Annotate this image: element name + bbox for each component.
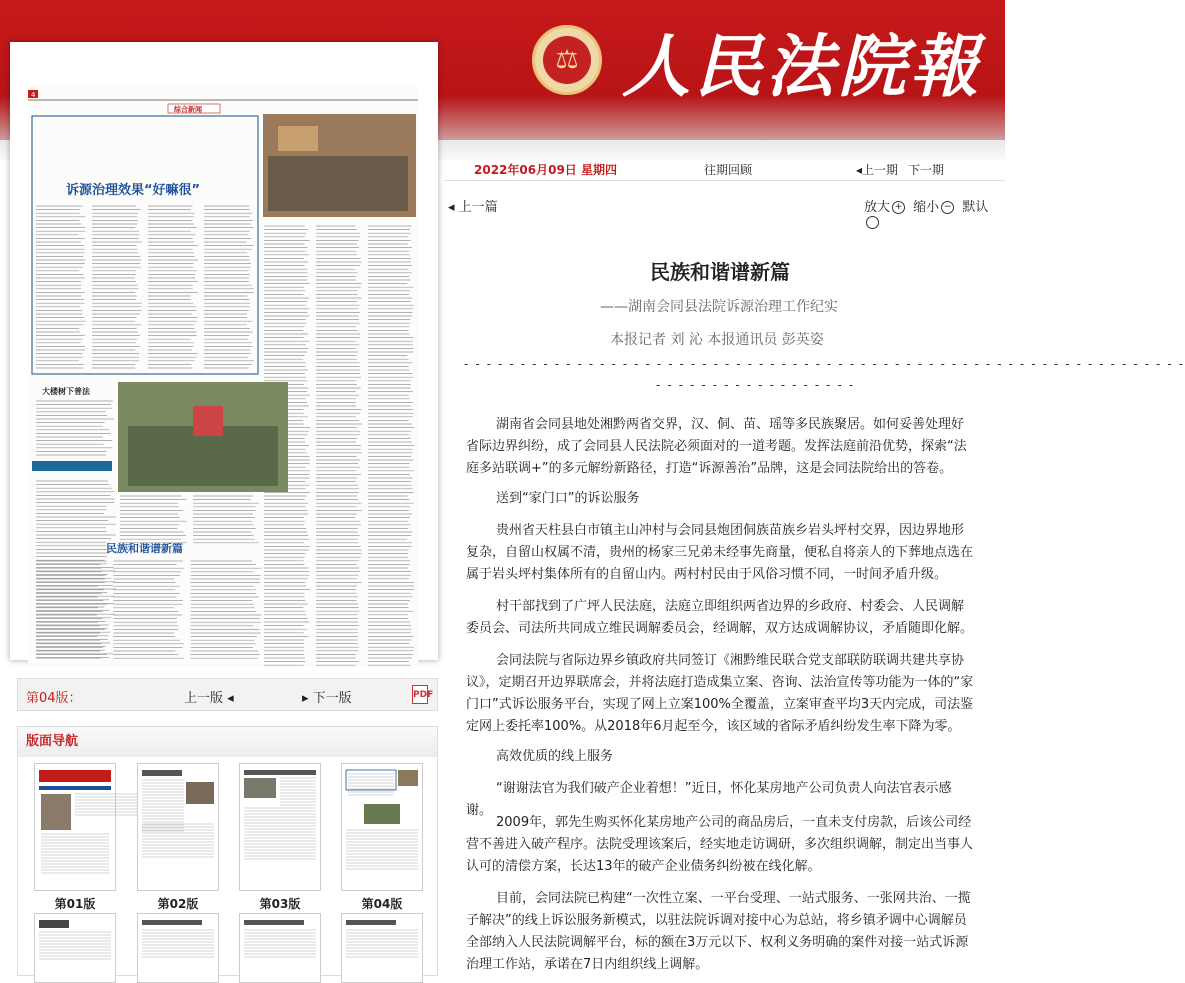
- article-paragraph: 贵州省天柱县白市镇主山冲村与会同县炮团侗族苗族乡岩头坪村交界，因边界地形复杂，自留山权属不清，贵州的杨家三兄弟未经事先商量，便私自将亲人的下葬地点选在属于岩头坪村集体所有的自留山内。两村村民由于风俗习惯不同，一时间矛盾升级。: [466, 523, 974, 582]
- next-page-link[interactable]: ▸ 下一版: [302, 691, 352, 706]
- page-thumbnail-label[interactable]: 第03版: [259, 897, 301, 911]
- reset-circle-icon: [866, 216, 879, 229]
- page-thumbnail-07[interactable]: [239, 913, 321, 983]
- page-thumbnail-04[interactable]: [341, 763, 423, 891]
- page-thumbnail-label[interactable]: 第01版: [54, 897, 96, 911]
- next-issue-link[interactable]: 下一期: [908, 163, 945, 177]
- article-paragraph: 村干部找到了广坪人民法庭，法庭立即组织两省边界的乡政府、村委会、人民调解委员会、司法所共同成立维民调解委员会，经调解，双方达成调解协议，矛盾随即化解。: [466, 599, 974, 636]
- page-thumbnail-02[interactable]: [137, 763, 219, 891]
- zoom-default-button[interactable]: 默认: [864, 200, 988, 230]
- issue-date: 2022年06月09日 星期四: [474, 163, 617, 177]
- newspaper-page-image: [28, 86, 418, 664]
- page-thumbnail-03[interactable]: [239, 763, 321, 891]
- dashed-divider: - - - - - - - - - - - - - - - - - -: [656, 378, 855, 392]
- article-paragraph: 目前，会同法院已构建“一次性立案、一平台受理、一站式服务、一张网共治、一揽子解决”的线上诉讼服务新模式，以驻法院诉调对接中心为总站，将乡镇矛调中心调解员全部纳入人民法院调解平台，标的额在3万元以下、权利义务明确的案件对接一站式诉源治理工作站，承诺在7日内组织线上调解。: [466, 891, 971, 972]
- court-emblem-icon: ⚖: [532, 25, 602, 95]
- zoom-controls: [864, 196, 1005, 230]
- prev-page-link[interactable]: 上一版 ◂: [184, 691, 234, 706]
- article-paragraph: “谢谢法官为我们破产企业着想！”近日，怀化某房地产公司负责人向法官表示感谢。: [466, 781, 952, 818]
- article-paragraph: 2009年，郭先生购买怀化某房地产公司的商品房后，一直未支付房款，后该公司经营不善进入破产程序。法院受理该案后，经实地走访调研，多次组织调解，制定出当事人认可的清偿方案，长达13年的破产企业债务纠纷被在线化解。: [466, 815, 974, 874]
- left-arrow-icon: ◂: [227, 691, 234, 706]
- plus-icon: +: [892, 201, 905, 214]
- zoom-out-button[interactable]: 缩小 −: [913, 200, 958, 215]
- newspaper-page-preview[interactable]: [10, 42, 438, 660]
- page-thumbnail-05[interactable]: [34, 913, 116, 983]
- article-paragraph: 会同法院与省际边界乡镇政府共同签订《湘黔维民联合党支部联防联调共建共享协议》，定期召开边界联席会，并将法庭打造成集立案、咨询、法治宣传等功能为一体的“家门口”式诉讼服务平台，实现了网上立案100%全覆盖，立案审查平均3天内完成，司法鉴定网上委托率100%。从2018年6月起至今，该区域的省际矛盾纠纷发生率下降为零。: [466, 653, 974, 734]
- page-thumbnail-08[interactable]: [341, 913, 423, 983]
- page-number: 4: [31, 91, 36, 99]
- prev-article-link[interactable]: ◂ 上一篇: [448, 200, 498, 215]
- article-subtitle: ——湖南会同县法院诉源治理工作纪实: [600, 299, 838, 315]
- page-switcher: [17, 678, 438, 711]
- subhead: 大楼树下普法: [42, 387, 90, 396]
- minus-icon: −: [941, 201, 954, 214]
- article-byline: 本报记者 刘 沁 本报通讯员 彭英姿: [610, 332, 824, 348]
- left-arrow-icon: ◂: [856, 163, 863, 177]
- page-thumbnail-label[interactable]: 第04版: [361, 897, 403, 911]
- prev-issue-link[interactable]: ◂上一期: [856, 163, 899, 177]
- page-thumbnail-01[interactable]: [34, 763, 116, 891]
- article-paragraph: 湖南省会同县地处湘黔两省交界，汉、侗、苗、瑶等多民族聚居。如何妥善处理好省际边界纠纷，成了会同县人民法院必须面对的一道考题。发挥法庭前沿优势，探索“法庭多站联调+”的多元解纷新路径，打造“诉源善治”品牌，这是会同法院给出的答卷。: [466, 417, 967, 476]
- toolbar-divider: [445, 180, 1005, 181]
- page-nav-title: 版面导航: [18, 727, 437, 757]
- headline-1: 诉源治理效果“好嘛很”: [66, 183, 201, 198]
- right-arrow-icon: ▸: [302, 691, 309, 706]
- page-thumbnail-06[interactable]: [137, 913, 219, 983]
- headline-2: 民族和谐谱新篇: [106, 542, 183, 555]
- dashed-divider: - - - - - - - - - - - - - - - - - - - - - - - - - - - - - - - - - - - - - - - - - - - - - - - - - - - - - - - - - - - - - - - -: [464, 357, 1185, 371]
- article-subheading: 高效优质的线上服务: [496, 749, 614, 764]
- masthead-title: 人民法院報: [622, 27, 983, 107]
- pdf-download-icon[interactable]: PDF: [412, 685, 428, 704]
- article-subheading: 送到“家门口”的诉讼服务: [496, 491, 640, 506]
- section-label: 综合新闻: [174, 105, 202, 114]
- page-thumbnail-label[interactable]: 第02版: [157, 897, 199, 911]
- current-edition: 第04版：: [26, 691, 82, 706]
- article-title: 民族和谐谱新篇: [650, 260, 790, 284]
- page-navigation-panel: [17, 726, 438, 976]
- past-issues-link[interactable]: 往期回顾: [704, 163, 753, 177]
- left-arrow-icon: ◂: [448, 200, 455, 215]
- zoom-in-button[interactable]: 放大 +: [864, 200, 909, 215]
